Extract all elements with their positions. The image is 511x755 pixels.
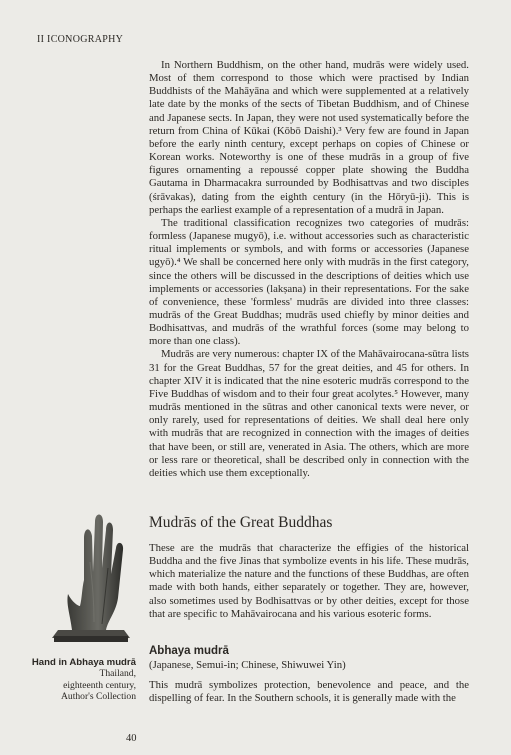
intro-text xyxy=(149,59,469,480)
caption-line-3: Author's Collection xyxy=(60,691,136,703)
subsection-alt-names-wrap xyxy=(149,659,469,672)
figure-caption xyxy=(12,657,136,703)
subsection-body xyxy=(149,679,469,705)
subsection-paragraph: This mudrā symbolizes protection, benevolence and peace, and the dispelling of fear. In the Southern schools, it is generally made with the xyxy=(149,679,469,705)
intro-paragraph-2: The traditional classification recognizes two categories of mudrās: formless (Japanese mugyō), i.e. without accessories such as characteristic ritual implements or symbols, and with forms or accessories (Japanese ugyō).⁴ We shall be concerned here only with mudrās in the first category, since the others will be discussed in the descriptions of deities which use implements or accessories (lakṣana) in their representations. For the sake of convenience, these 'formless' mudrās are divided into three classes: mudrās of the Great Buddhas; mudrās used chiefly by minor deities and Bodhisattvas, and mudrās of the wrathful forces (some may belong to more than one class). xyxy=(149,216,469,348)
running-head: II ICONOGRAPHY xyxy=(37,34,124,45)
subsection-title: Abhaya mudrā xyxy=(149,645,229,657)
abhaya-hand-sculpture-image xyxy=(50,502,132,644)
section-title: Mudrās of the Great Buddhas xyxy=(149,514,333,531)
caption-line-2: eighteenth century, xyxy=(63,679,136,691)
caption-line-1: Thailand, xyxy=(99,668,136,680)
page-number: 40 xyxy=(126,733,137,744)
intro-paragraph-3: Mudrās are very numerous: chapter IX of the Mahāvairocana-sūtra lists 31 for the Great Buddhas, 57 for the great deities, and 45 for others. In chapter XIV it is indicated that the nine esoteric mudrās correspond to the Five Buddhas of wisdom and to their four great acolytes.⁵ However, many mudrās mentioned in the sūtras and other canonical texts were never, or only rarely, used for representations of deities. We shall deal here only with mudrās that are recognized in connection with the images of deities that have been, or still are, venerated in Asia. The others, which are more or less rare or theoretical, shall be described only in connection with the deities which use them exceptionally. xyxy=(149,348,469,479)
intro-paragraph-1: In Northern Buddhism, on the other hand, mudrās were widely used. Most of them correspond to those which were practised by Indian Buddhists of the Mahāyāna and which were supplemented at a relatively late date by the monks of the sects of Tibetan Buddhism, and of Chinese and Japanese sects. In Japan, they were not used systematically before the return from China of Kūkai (Kōbō Daishi).³ Very few are found in Japan before the early ninth century, except perhaps on copies of Chinese or Korean works. Noteworthy is one of these mudrās in a group of five figures ornamenting a repoussé copper plate showing the Buddha Gautama in Dharmacakra surrounded by Bodhisattvas and two disciples (śrāvakas), dating from the eighth century (in the Hōryū-ji). This is perhaps the earliest example of a representation of a mudrā in Japan. xyxy=(149,59,469,216)
caption-title: Hand in Abhaya mudrā xyxy=(31,657,136,668)
section-body xyxy=(149,542,469,621)
subsection-alt-names: (Japanese, Semui-in; Chinese, Shiwuwei Yin) xyxy=(149,659,346,671)
section-paragraph: These are the mudrās that characterize the effigies of the historical Buddha and the five Jinas that symbolize events in his life. These mudrās, which materialize the nature and the functions of these Buddhas, are often made with both hands, either separately or together. They are, however, also sometimes used by Bodhisattvas or by other deities, except for those that are specific to Mahāvairocana and his various esoteric forms. xyxy=(149,542,469,620)
